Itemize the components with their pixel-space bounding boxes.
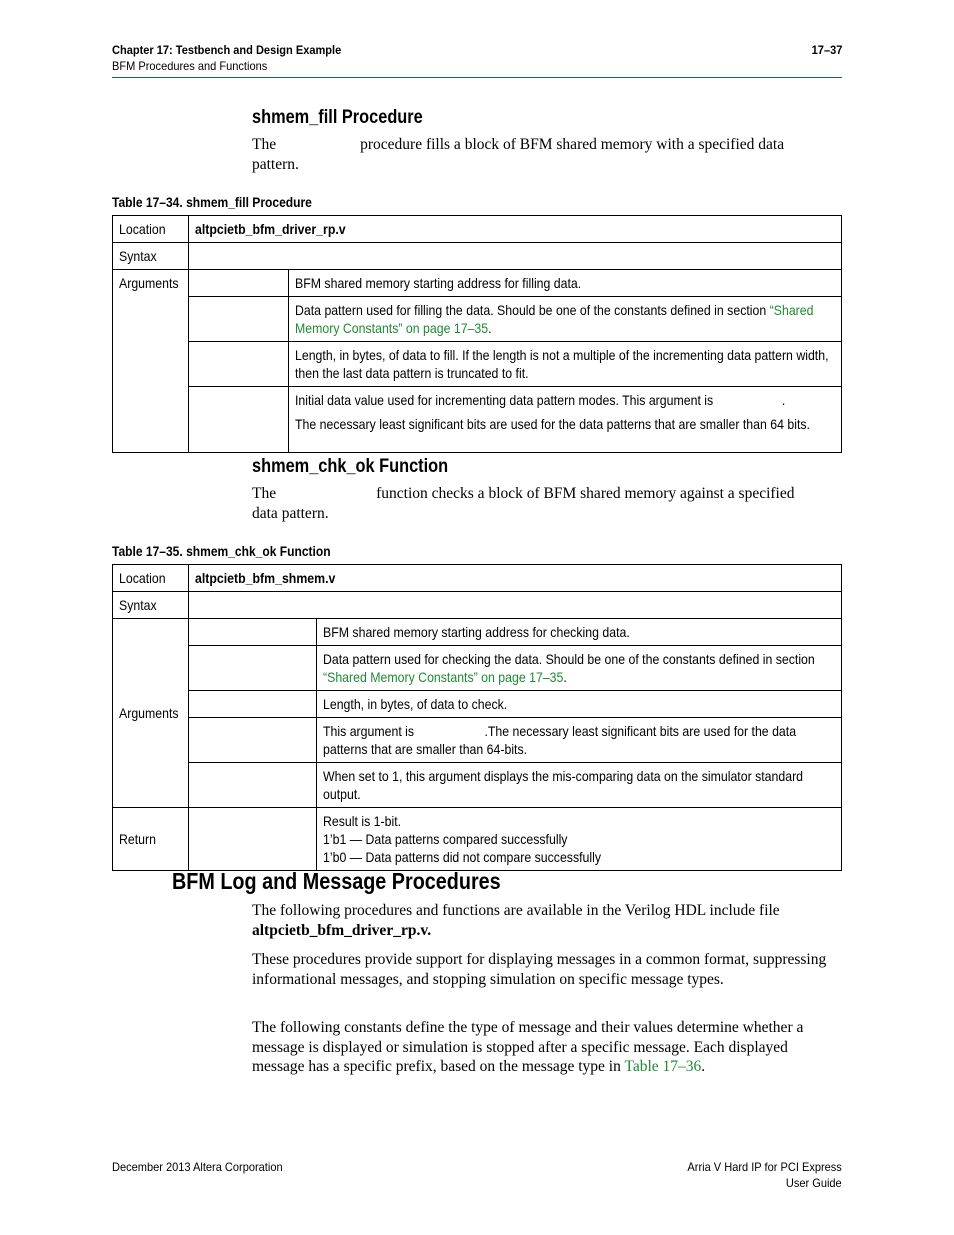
fill-syntax-label: Syntax xyxy=(113,243,189,270)
chk-arg3-desc: Length, in bytes, of data to check. xyxy=(317,691,842,718)
chk-return-name xyxy=(189,808,317,871)
fill-syntax-value xyxy=(189,243,842,270)
chk-arg1-name xyxy=(189,619,317,646)
fill-arg3-name xyxy=(189,342,289,387)
fill-arg4-para2: The necessary least significant bits are used for the data patterns that are smaller than 64 bits. xyxy=(295,416,810,432)
fill-shared-memory-link[interactable]: “Shared Memory Constants” on page 17–35 xyxy=(295,302,814,336)
fill-table xyxy=(112,215,842,453)
chk-syntax-value xyxy=(189,592,842,619)
chk-intro-post: function checks a block of BFM shared memory against a specified xyxy=(376,485,795,502)
chk-arg5-name xyxy=(189,763,317,808)
log-para-1: The following procedures and functions are available in the Verilog HDL include file altpcietb_bfm_driver_rp.v. xyxy=(252,902,780,939)
chk-return-line1: Result is 1-bit. xyxy=(323,813,402,829)
chk-location-value: altpcietb_bfm_shmem.v xyxy=(189,565,842,592)
chk-location-label: Location xyxy=(113,565,189,592)
chk-return-label: Return xyxy=(113,808,189,871)
chk-arguments-label: Arguments xyxy=(113,619,189,808)
chk-heading: shmem_chk_ok Function xyxy=(252,456,449,477)
fill-arg3-desc: Length, in bytes, of data to fill. If the length is not a multiple of the incrementing data pattern width, then the last data pattern is truncated to fit. xyxy=(289,342,842,387)
fill-arg2-desc: Data pattern used for filling the data. Should be one of the constants defined in section “Shared Memory Constants” on page 17–35. xyxy=(289,297,842,342)
fill-table-caption: Table 17–34. shmem_fill Procedure xyxy=(112,194,312,210)
chk-arg4-desc: This argument is .The necessary least significant bits are used for the data patterns that are smaller than 64-bits. xyxy=(317,718,842,763)
log-para-2: These procedures provide support for displaying messages in a common format, suppressing informational messages, and stopping simulation on specific message types. xyxy=(252,951,827,988)
chk-return-line2: 1’b1 — Data patterns compared successfully xyxy=(323,831,568,847)
chk-arg5-desc: When set to 1, this argument displays the mis-comparing data on the simulator standard output. xyxy=(317,763,842,808)
fill-arg2-name xyxy=(189,297,289,342)
fill-heading: shmem_fill Procedure xyxy=(252,107,423,128)
fill-arg1-desc: BFM shared memory starting address for filling data. xyxy=(289,270,842,297)
fill-arguments-label: Arguments xyxy=(113,270,189,453)
chk-arg2-desc: Data pattern used for checking the data. Should be one of the constants defined in section “Shared Memory Constants” on page 17–35. xyxy=(317,646,842,691)
fill-intro-post: procedure fills a block of BFM shared memory with a specified data xyxy=(360,136,785,153)
log-para-1-filename: altpcietb_bfm_driver_rp.v. xyxy=(252,921,432,939)
chk-syntax-label: Syntax xyxy=(113,592,189,619)
footer-doc-title: Arria V Hard IP for PCI Express xyxy=(687,1160,842,1174)
chk-return-desc xyxy=(317,808,842,871)
chk-intro xyxy=(252,484,842,523)
chk-intro-pre: The xyxy=(252,485,277,502)
chk-arg4-name xyxy=(189,718,317,763)
fill-arg1-name xyxy=(189,270,289,297)
header-page-number: 17–37 xyxy=(811,43,842,57)
log-para-3: The following constants define the type of message and their values determine whether a message is displayed or simulation is stopped after a specific message. Each displayed message has a specific prefix, based on the message type in Table 17–36. xyxy=(252,1019,804,1075)
header-section: BFM Procedures and Functions xyxy=(112,59,268,73)
chk-arg2-name xyxy=(189,646,317,691)
log-heading: BFM Log and Message Procedures xyxy=(172,868,501,894)
fill-location-value: altpcietb_bfm_driver_rp.v xyxy=(189,216,842,243)
chk-table xyxy=(112,564,842,871)
fill-arg4-name xyxy=(189,387,289,453)
chk-shared-memory-link[interactable]: “Shared Memory Constants” on page 17–35 xyxy=(323,669,564,685)
fill-intro-pre: The xyxy=(252,136,277,153)
chk-arg1-desc: BFM shared memory starting address for checking data. xyxy=(317,619,842,646)
chk-table-caption: Table 17–35. shmem_chk_ok Function xyxy=(112,543,331,559)
fill-intro xyxy=(252,135,842,174)
footer-date-company: December 2013 Altera Corporation xyxy=(112,1160,283,1174)
fill-intro-line2: pattern. xyxy=(252,155,299,173)
chk-intro-line2: data pattern. xyxy=(252,504,329,522)
fill-location-label: Location xyxy=(113,216,189,243)
table-17-36-link[interactable]: Table 17–36 xyxy=(624,1058,702,1075)
header-rule xyxy=(112,77,842,78)
footer-doc-subtitle: User Guide xyxy=(786,1176,842,1190)
chk-return-line3: 1’b0 — Data patterns did not compare successfully xyxy=(323,849,602,865)
header-chapter: Chapter 17: Testbench and Design Example xyxy=(112,43,342,57)
fill-arg4-desc: Initial data value used for incrementing data pattern modes. This argument is . The necessary least significant bits are used for the data patterns that are smaller than 64 bits. xyxy=(289,387,842,453)
chk-arg3-name xyxy=(189,691,317,718)
